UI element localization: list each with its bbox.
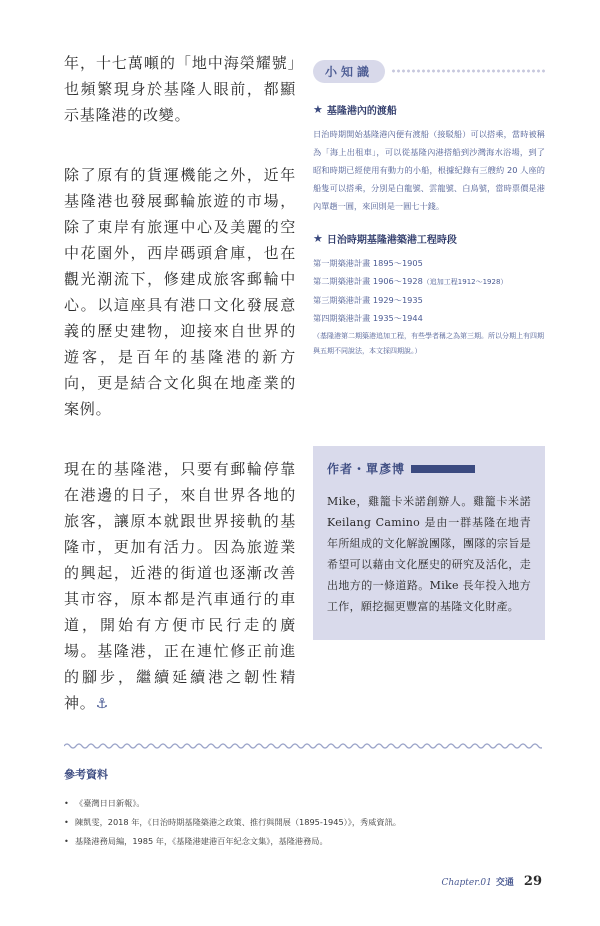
- construction-phase-list: [313, 254, 545, 327]
- anchor-icon: ⚓: [95, 696, 109, 712]
- page-footer: [442, 874, 543, 889]
- author-title-bar: [411, 465, 475, 473]
- chapter-topic: 交通: [495, 878, 514, 888]
- phase-text: 第一期築港計畫 1895～1905: [313, 258, 423, 268]
- author-box: [313, 446, 545, 640]
- references-section: [64, 766, 542, 851]
- trivia-label: 小知識: [313, 60, 385, 83]
- ferry-title-text: 基隆港內的渡船: [326, 106, 397, 117]
- references-title: 參考資料: [64, 768, 108, 781]
- construction-title-text: 日治時期基隆港築港工程時段: [326, 235, 457, 246]
- reference-item: • 陳凱雯，2018 年，《日治時期基隆築港之政策、推行與開展（1895-1945）》，秀威資訊。: [64, 813, 542, 832]
- ferry-section-title: [313, 102, 545, 117]
- star-icon: ★: [313, 232, 323, 245]
- reference-item: • 基隆港務局編，1985 年，《基隆港建港百年紀念文集》，基隆港務局。: [64, 832, 542, 851]
- construction-footnote: （基隆港第二期築港追加工程，有些學者稱之為第三期。所以分期上有四期與五期不同說法，本文採四期說。）: [313, 332, 544, 355]
- main-text-column: [64, 50, 296, 751]
- dotted-divider: [391, 68, 545, 74]
- body-paragraph-3-text: 現在的基隆港，只要有郵輪停靠在港邊的日子，來自世界各地的旅客，讓原本就跟世界接軌的基隆市，更加有活力。因為旅遊業的興起，近港的街道也逐漸改善其市容，原本都是汽車通行的車道，開始有方便市民行走的廣場。基隆港，正在連忙修正前進的腳步，繼續延續港之韌性精神。: [64, 460, 296, 712]
- construction-section-title: [313, 231, 545, 246]
- page-number: 29: [523, 874, 542, 889]
- reference-item: • 《臺灣日日新報》。: [64, 794, 542, 813]
- chapter-label: Chapter.01: [441, 878, 492, 888]
- phase-item: [313, 309, 545, 327]
- references-list: [64, 794, 542, 851]
- phase-note: （追加工程1912～1928）: [422, 278, 508, 286]
- phase-item: [313, 291, 545, 309]
- phase-text: 第四期築港計畫 1935～1944: [313, 313, 423, 323]
- body-paragraph-3: [64, 456, 296, 717]
- phase-text: 第二期築港計畫 1906～1928: [313, 276, 423, 286]
- author-header: [327, 460, 545, 477]
- phase-item: [313, 254, 545, 272]
- star-icon: ★: [313, 103, 323, 116]
- wavy-divider: [64, 742, 542, 750]
- trivia-header: [313, 56, 545, 86]
- author-bio: Mike，雞籠卡米諾創辦人。雞籠卡米諾 Keilang Camino 是由一群基隆在地青年所組成的文化解說團隊，團隊的宗旨是希望可以藉由文化歷史的研究及活化，走出地方的一條道路。Mike 長年投入地方工作，願挖掘更豐富的基隆文化財產。: [327, 495, 531, 613]
- author-title: 作者・單彥博: [327, 462, 406, 476]
- body-paragraph-2: 除了原有的貨運機能之外，近年基隆港也發展郵輪旅遊的市場，除了東岸有旅運中心及美麗的空中花園外，西岸碼頭倉庫，也在觀光潮流下，修建成旅客郵輪中心。以這座具有港口文化發展意義的歷史建物，迎接來自世界的遊客，是百年的基隆港的新方向，更是結合文化與在地產業的案例。: [64, 166, 296, 418]
- ferry-body: 日治時期開始基隆港內便有渡船（接駁船）可以搭乘，當時被稱為「海上出租車」，可以從基隆內港搭船到沙灣海水浴場，到了昭和時期已經使用有動力的小船，根據紀錄有三艘約 20 人座的船隻可以搭乘，分別是白龍號、雲龍號、白鳥號，當時票價是港內單趟一圓，來回則是一圓七十錢。: [313, 129, 545, 211]
- trivia-sidebar: [313, 56, 545, 359]
- phase-text: 第三期築港計畫 1929～1935: [313, 295, 423, 305]
- body-paragraph-1: 年，十七萬噸的「地中海榮耀號」也頻繁現身於基隆人眼前，都顯示基隆港的改變。: [64, 54, 296, 124]
- phase-item: [313, 272, 545, 291]
